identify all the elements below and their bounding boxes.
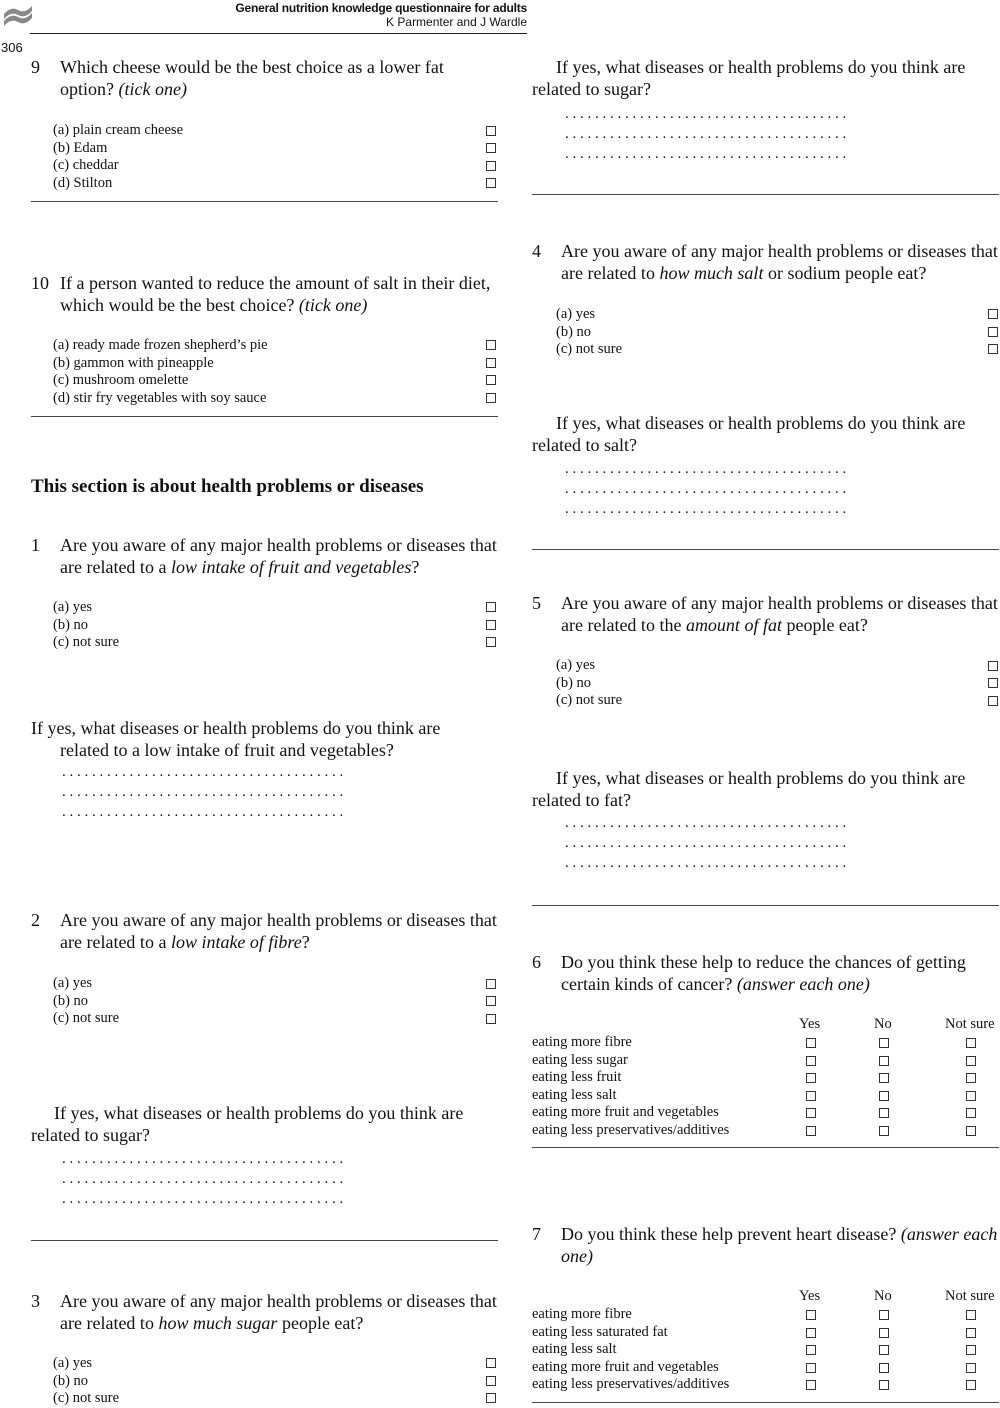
option-label: (b) no [556, 323, 592, 340]
question-number: 2 [31, 910, 40, 930]
section-divider [532, 905, 999, 906]
option-label: (d) Stilton [53, 174, 113, 191]
option-checkbox[interactable] [988, 327, 998, 337]
option-label: (c) not sure [53, 634, 120, 650]
column-header-yes: Yes [799, 1016, 821, 1032]
followup-text-line1: If yes, what diseases or health problems do you think are [556, 768, 966, 788]
followup-question [532, 57, 1000, 100]
followup-text-line2: related to a low intake of fruit and vegetables? [60, 739, 394, 760]
option-label: (a) yes [53, 599, 93, 615]
followup-text-line1: If yes, what diseases or health problems do you think are [31, 718, 441, 738]
followup-text-line1: If yes, what diseases or health problems do you think are [556, 57, 966, 77]
option-list [53, 1355, 119, 1408]
option-list [53, 975, 119, 1028]
answer-checkbox[interactable] [966, 1126, 976, 1136]
question-text: Are you aware of any major health problems or diseases that are related to [561, 241, 998, 283]
answer-checkbox[interactable] [879, 1345, 889, 1355]
question-text: Do you think these help to reduce the chances of getting certain kinds of cancer? [561, 952, 966, 994]
answer-checkbox[interactable] [879, 1310, 889, 1320]
option-label: (c) not sure [556, 692, 623, 708]
answer-line[interactable]: . . . . . . . . . . . . . . . . . . . . . . . . . . . . . . . . . . . . . . [565, 855, 847, 871]
table-row-label: eating less fruit [532, 1069, 622, 1085]
question-emphasis: amount of fat [685, 614, 782, 635]
answer-line[interactable]: . . . . . . . . . . . . . . . . . . . . . . . . . . . . . . . . . . . . . . [565, 106, 847, 122]
table-row-label: eating less sugar [532, 1051, 628, 1068]
option-list [556, 306, 622, 359]
answer-table-rows [532, 1306, 729, 1394]
option-checkbox[interactable] [486, 143, 496, 153]
table-row-label: eating less preservatives/additives [532, 1376, 730, 1392]
answer-checkbox[interactable] [879, 1091, 889, 1101]
question-text-end: people eat? [277, 1312, 364, 1333]
answer-checkbox[interactable] [966, 1363, 976, 1373]
answer-checkbox[interactable] [879, 1038, 889, 1048]
table-row-label: eating more fibre [532, 1034, 632, 1050]
answer-line[interactable]: . . . . . . . . . . . . . . . . . . . . . . . . . . . . . . . . . . . . . . [565, 126, 847, 142]
table-row-label: eating less preservatives/additives [532, 1121, 730, 1138]
answer-checkbox[interactable] [966, 1073, 976, 1083]
option-label: (a) plain cream cheese [53, 122, 184, 138]
question-2 [31, 910, 499, 953]
option-label: (d) stir fry vegetables with soy sauce [53, 389, 267, 406]
answer-checkbox[interactable] [806, 1056, 816, 1066]
section-divider [31, 416, 498, 417]
question-text: Are you aware of any major health problems or diseases that are related to [60, 1291, 497, 1333]
section-heading: This section is about health problems or diseases [31, 476, 424, 497]
option-label: (a) yes [53, 1355, 93, 1371]
answer-checkbox[interactable] [879, 1380, 889, 1390]
answer-line[interactable]: . . . . . . . . . . . . . . . . . . . . . . . . . . . . . . . . . . . . . . [62, 1171, 344, 1187]
followup-question [31, 718, 499, 761]
option-checkbox[interactable] [988, 661, 998, 671]
answer-lines[interactable] [565, 813, 995, 873]
table-row-label: eating more fibre [532, 1306, 632, 1322]
question-emphasis: how much sugar [158, 1312, 278, 1333]
column-header-no: No [874, 1288, 892, 1304]
answer-lines[interactable] [565, 104, 995, 164]
followup-question [31, 1103, 499, 1146]
answer-line[interactable]: . . . . . . . . . . . . . . . . . . . . . . . . . . . . . . . . . . . . . . [62, 804, 344, 820]
question-instruction: (answer each one) [561, 1224, 998, 1266]
option-label: (c) not sure [53, 1390, 120, 1406]
option-label: (a) yes [556, 306, 596, 322]
question-text: Are you aware of any major health problems or diseases that are related to the [561, 593, 998, 635]
option-label: (c) not sure [53, 1010, 120, 1026]
option-list [53, 337, 268, 407]
option-checkbox[interactable] [988, 678, 998, 688]
question-text: Are you aware of any major health problems or diseases that are related to a [60, 535, 497, 577]
question-number: 7 [532, 1224, 541, 1244]
answer-checkbox[interactable] [966, 1380, 976, 1390]
answer-checkbox[interactable] [966, 1310, 976, 1320]
followup-text-line2: related to sugar? [532, 78, 651, 99]
section-divider [532, 194, 999, 195]
answer-checkbox[interactable] [966, 1056, 976, 1066]
option-list [53, 599, 119, 652]
page-number: 306 [1, 40, 23, 55]
option-checkbox[interactable] [486, 340, 496, 350]
question-number: 10 [31, 273, 49, 293]
answer-checkbox[interactable] [879, 1056, 889, 1066]
followup-text-line2: related to sugar? [31, 1124, 150, 1145]
answer-checkbox[interactable] [879, 1126, 889, 1136]
option-checkbox[interactable] [486, 1358, 496, 1368]
option-list [556, 657, 622, 710]
answer-checkbox[interactable] [806, 1328, 816, 1338]
answer-checkbox[interactable] [806, 1363, 816, 1373]
question-number: 6 [532, 952, 541, 972]
option-label: (a) yes [53, 975, 93, 991]
option-checkbox[interactable] [486, 1393, 496, 1403]
column-header-not-sure: Not sure [945, 1016, 995, 1032]
option-checkbox[interactable] [486, 126, 496, 136]
followup-text-line1: If yes, what diseases or health problems do you think are [556, 413, 966, 433]
option-checkbox[interactable] [486, 178, 496, 188]
answer-checkbox[interactable] [806, 1310, 816, 1320]
question-instruction: (tick one) [298, 294, 368, 315]
answer-checkbox[interactable] [966, 1038, 976, 1048]
answer-checkbox[interactable] [966, 1108, 976, 1118]
followup-question [532, 768, 1000, 811]
answer-checkbox[interactable] [966, 1328, 976, 1338]
answer-checkbox[interactable] [806, 1091, 816, 1101]
option-label: (b) gammon with pineapple [53, 354, 214, 371]
answer-checkbox[interactable] [806, 1126, 816, 1136]
publisher-logo-icon [3, 2, 33, 26]
answer-checkbox[interactable] [966, 1345, 976, 1355]
question-text-end: ? [411, 556, 420, 577]
answer-line[interactable]: . . . . . . . . . . . . . . . . . . . . . . . . . . . . . . . . . . . . . . [565, 835, 847, 851]
answer-line[interactable]: . . . . . . . . . . . . . . . . . . . . . . . . . . . . . . . . . . . . . . [565, 815, 847, 831]
option-label: (b) no [53, 1372, 89, 1389]
running-authors: K Parmenter and J Wardle [386, 15, 527, 29]
option-label: (a) yes [556, 657, 596, 673]
answer-checkbox[interactable] [806, 1073, 816, 1083]
option-label: (b) Edam [53, 139, 108, 156]
table-row-label: eating more fruit and vegetables [532, 1358, 719, 1375]
option-label: (b) no [53, 992, 89, 1009]
section-divider [532, 1147, 999, 1148]
answer-line[interactable]: . . . . . . . . . . . . . . . . . . . . . . . . . . . . . . . . . . . . . . [62, 1191, 344, 1207]
question-text: Do you think these help prevent heart disease? [561, 1224, 897, 1244]
answer-checkbox[interactable] [879, 1328, 889, 1338]
option-checkbox[interactable] [486, 996, 496, 1006]
option-label: (b) no [556, 674, 592, 691]
question-text-end: or sodium people eat? [763, 262, 927, 283]
option-checkbox[interactable] [988, 309, 998, 319]
followup-text-line2: related to salt? [532, 434, 637, 455]
column-header-yes: Yes [799, 1288, 821, 1304]
column-header-not-sure: Not sure [945, 1288, 995, 1304]
option-label: (c) not sure [556, 341, 623, 357]
table-row-label: eating less salt [532, 1341, 617, 1357]
question-text: If a person wanted to reduce the amount of salt in their diet, which would be the best choice? [60, 273, 491, 315]
question-text-end: ? [301, 931, 310, 952]
option-label: (c) cheddar [53, 157, 119, 173]
answer-checkbox[interactable] [879, 1363, 889, 1373]
question-number: 3 [31, 1291, 40, 1311]
question-1 [31, 535, 499, 578]
followup-text-line2: related to fat? [532, 789, 631, 810]
option-checkbox[interactable] [486, 979, 496, 989]
question-text: Are you aware of any major health problems or diseases that are related to a [60, 910, 497, 952]
column-header-no: No [874, 1016, 892, 1032]
answer-table-rows [532, 1034, 729, 1139]
question-9 [31, 57, 499, 100]
question-3 [31, 1291, 499, 1334]
option-checkbox[interactable] [486, 161, 496, 171]
section-divider [532, 549, 999, 550]
question-5 [532, 593, 1000, 636]
section-divider [532, 1402, 999, 1403]
answer-line[interactable]: . . . . . . . . . . . . . . . . . . . . . . . . . . . . . . . . . . . . . . [62, 784, 344, 800]
table-row-label: eating more fruit and vegetables [532, 1104, 719, 1120]
answer-line[interactable]: . . . . . . . . . . . . . . . . . . . . . . . . . . . . . . . . . . . . . . [62, 764, 344, 780]
followup-question [532, 413, 1000, 456]
answer-checkbox[interactable] [806, 1345, 816, 1355]
question-number: 4 [532, 241, 541, 261]
question-number: 1 [31, 535, 40, 555]
answer-checkbox[interactable] [966, 1091, 976, 1101]
question-emphasis: low intake of fruit and vegetables [170, 556, 412, 577]
option-checkbox[interactable] [486, 393, 496, 403]
section-divider [31, 201, 498, 202]
answer-checkbox[interactable] [806, 1108, 816, 1118]
answer-checkbox[interactable] [806, 1038, 816, 1048]
option-checkbox[interactable] [988, 696, 998, 706]
question-10 [31, 273, 499, 316]
option-checkbox[interactable] [988, 344, 998, 354]
answer-checkbox[interactable] [879, 1108, 889, 1118]
answer-line[interactable]: . . . . . . . . . . . . . . . . . . . . . . . . . . . . . . . . . . . . . . [565, 461, 847, 477]
option-checkbox[interactable] [486, 375, 496, 385]
question-7 [532, 1224, 1000, 1267]
answer-line[interactable]: . . . . . . . . . . . . . . . . . . . . . . . . . . . . . . . . . . . . . . [62, 1151, 344, 1167]
question-6 [532, 952, 1000, 995]
question-number: 9 [31, 57, 40, 77]
option-checkbox[interactable] [486, 637, 496, 647]
option-checkbox[interactable] [486, 602, 496, 612]
answer-checkbox[interactable] [879, 1073, 889, 1083]
answer-lines[interactable] [565, 459, 995, 519]
question-emphasis: low intake of fibre [170, 931, 302, 952]
option-checkbox[interactable] [486, 620, 496, 630]
question-text-end: people eat? [781, 614, 868, 635]
table-row-label: eating less saturated fat [532, 1323, 668, 1340]
answer-line[interactable]: . . . . . . . . . . . . . . . . . . . . . . . . . . . . . . . . . . . . . . [565, 146, 847, 162]
question-4 [532, 241, 1000, 284]
header-divider [30, 33, 527, 34]
answer-checkbox[interactable] [806, 1380, 816, 1390]
option-checkbox[interactable] [486, 1376, 496, 1386]
question-instruction: (answer each one) [736, 973, 870, 994]
answer-lines[interactable] [62, 1149, 492, 1209]
followup-text-line1: If yes, what diseases or health problems do you think are [54, 1103, 464, 1123]
option-label: (b) no [53, 616, 89, 633]
table-row-label: eating less salt [532, 1086, 617, 1103]
section-divider [31, 1240, 498, 1241]
running-title: General nutrition knowledge questionnaire for adults [235, 1, 527, 15]
option-checkbox[interactable] [486, 358, 496, 368]
question-text: Which cheese would be the best choice as a lower fat option? [60, 57, 444, 99]
option-checkbox[interactable] [486, 1014, 496, 1024]
option-label: (a) ready made frozen shepherd’s pie [53, 337, 268, 353]
option-list [53, 122, 183, 192]
question-instruction: (tick one) [118, 78, 187, 99]
question-emphasis: how much salt [659, 262, 764, 283]
answer-line[interactable]: . . . . . . . . . . . . . . . . . . . . . . . . . . . . . . . . . . . . . . [565, 481, 847, 497]
answer-line[interactable]: . . . . . . . . . . . . . . . . . . . . . . . . . . . . . . . . . . . . . . [565, 501, 847, 517]
option-label: (c) mushroom omelette [53, 372, 189, 388]
answer-lines[interactable] [62, 762, 492, 822]
question-number: 5 [532, 593, 541, 613]
